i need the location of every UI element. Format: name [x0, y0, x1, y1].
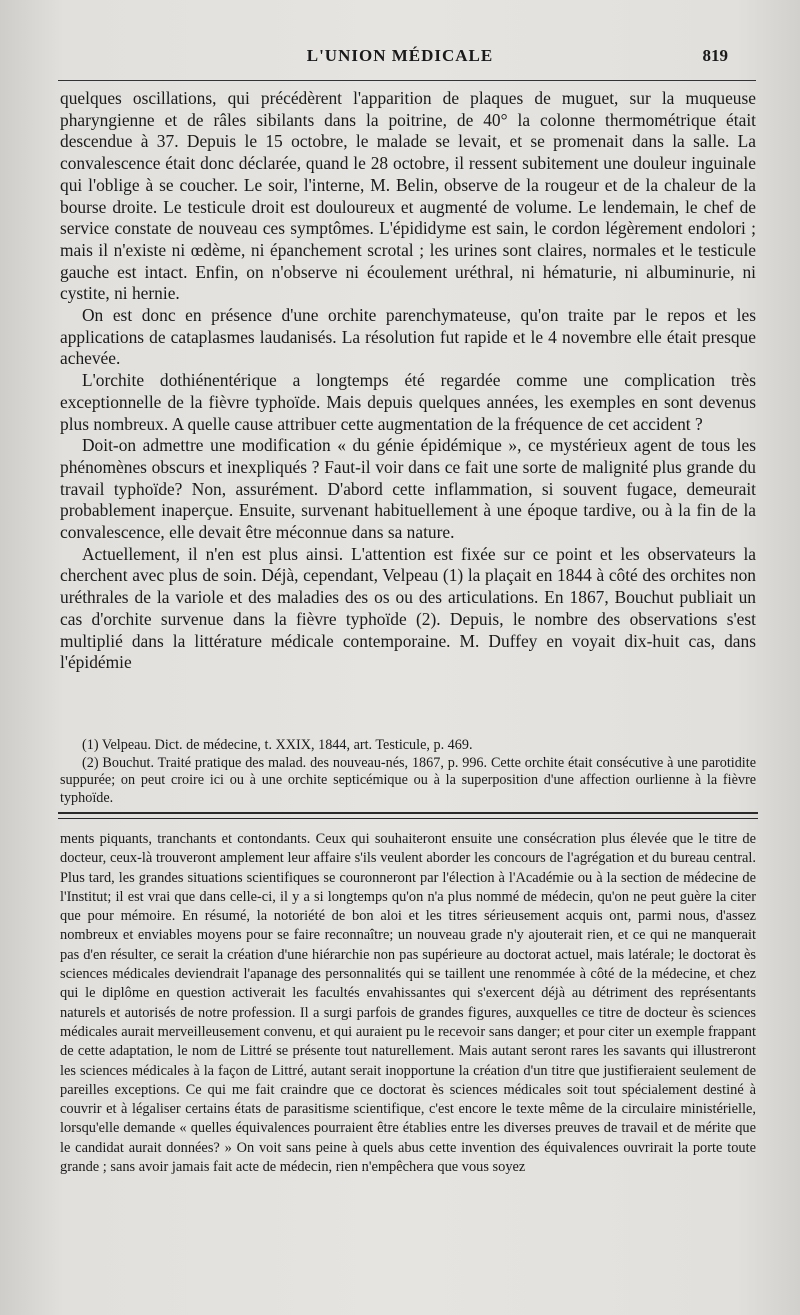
feuilleton-separator	[58, 812, 758, 819]
feuilleton-paragraph: ments piquants, tranchants et contondants. Ceux qui souhaiteront ensuite une consécration plus élevée que le titre de docteur, ceux-là trouveront amplement leur affaire s'ils veulent aborder les concours de l'agrégation et du bureau central. Plus tard, les grandes situations scientifiques se couronneront par l'élection à l'Académie ou à la section de médecine de l'Institut; il est vrai que dans celle-ci, il y a si longtemps qu'on n'a plus nommé de médecin, qu'on ne peut guère la citer que pour mémoire. En résumé, la notoriété de bon aloi et les titres sérieusement acquis ont, parmi nous, d'assez nombreux et enviables moyens pour se faire reconnaître; un nouveau grade n'y ajouterait rien, et ce qui ne manquerait pas d'en résulter, ce serait la création d'une hiérarchie non pas supérieure au doctorat actuel, mais latérale; le doctorat ès sciences médicales deviendrait l'apanage des personnalités qui se taillent une renommée à côté de la médecine, et chez qui le diplôme en question activerait les facultés envahissantes qui s'exercent déjà au détriment des représentants naturels et autorisés de notre profession. Il a surgi parfois de grandes figures, auxquelles ce titre de docteur ès sciences médicales aurait merveilleusement convenu, et qui auraient pu le recevoir sans danger; et pour citer un exemple frappant de cette adaptation, le nom de Littré se présente tout naturellement. Mais autant seront rares les savants qui illustreront les sciences médicales à la façon de Littré, autant serait inopportune la création d'un titre que justifieraient seulement de pareilles exceptions. Ce qui me fait craindre que ce doctorat ès sciences médicales soit tout spécialement destiné à couvrir et à légaliser certains états de parasitisme scientifique, c'est encore le texte même de la circulaire ministérielle, lorsqu'elle demande « quelles équivalences pourraient être établies entre les diverses preuves de travail et de mérite que le candidat aurait données? » On voit sans peine à quels abus cette invention des équivalences ouvrirait la porte toute grande ; sans avoir jamais fait acte de médecin, rien n'empêchera que vous soyez	[60, 831, 756, 1176]
paragraph: On est donc en présence d'une orchite parenchymateuse, qu'on traite par le repos et les applications de cataplasmes laudanisés. La résolution fut rapide et le 4 novembre elle était presque achevée.	[60, 305, 756, 369]
main-text	[60, 88, 756, 674]
footnote: (1) Velpeau. Dict. de médecine, t. XXIX, 1844, art. Testicule, p. 469.	[82, 737, 473, 753]
header-rule	[58, 80, 756, 81]
footnote: (2) Bouchut. Traité pratique des malad. des nouveau-nés, 1867, p. 996. Cette orchite était consécutive à une parotidite suppurée; on peut croire ici ou à une orchite septicémique ou à la superposition d'une affection ourlienne à la fièvre typhoïde.	[60, 754, 756, 806]
running-title: L'UNION MÉDICALE	[306, 46, 494, 65]
paragraph: Doit-on admettre une modification « du génie épidémique », ce mystérieux agent de tous les phénomènes obscurs et inexpliqués ? Faut-il voir dans ce fait une sorte de malignité plus grande du travail typhoïde? Non, assurément. D'abord cette inflammation, si souvent fugace, demeurait probablement inaperçue. Ensuite, survenant habituellement à une époque tardive, ou à la fin de la convalescence, elle devait être méconnue dans sa nature.	[60, 435, 756, 543]
running-head	[60, 46, 740, 72]
page-number: 819	[702, 46, 728, 65]
paragraph: L'orchite dothiénentérique a longtemps été regardée comme une complication très exceptionnelle de la fièvre typhoïde. Mais depuis quelques années, les exemples en sont devenus plus nombreux. A quelle cause attribuer cette augmentation de la fréquence de cet accident ?	[60, 370, 756, 434]
paragraph: quelques oscillations, qui précédèrent l'apparition de plaques de muguet, sur la muqueuse pharyngienne et de râles sibilants dans la poitrine, de 40° la colonne thermométrique était descendue à 37. Depuis le 15 octobre, le malade se levait, et se promenait dans la salle. La convalescence était donc déclarée, quand le 28 octobre, il ressent subitement une douleur inguinale qui l'oblige à se coucher. Le soir, l'interne, M. Belin, observe de la rougeur et de la chaleur de la bourse droite. Le testicule droit est douloureux et augmenté de volume. Le lendemain, le chef de service constate de nouveau ces symptômes. L'épididyme est sain, le cordon légèrement endolori ; mais il n'existe ni œdème, ni épanchement scrotal ; les urines sont claires, normales et le testicule gauche est intact. Enfin, on n'observe ni écoulement uréthral, ni hématurie, ni albuminurie, ni cystite, ni hernie.	[60, 88, 756, 304]
paragraph: Actuellement, il n'en est plus ainsi. L'attention est fixée sur ce point et les observateurs la cherchent avec plus de soin. Déjà, cependant, Velpeau (1) la plaçait en 1844 à côté des orchites non uréthrales de la variole et des maladies des os ou des articulations. En 1867, Bouchut publiait un cas d'orchite survenue dans la fièvre typhoïde (2). Depuis, le nombre des observations s'est multiplié dans la littérature médicale contemporaine. M. Duffey en voyait dix-huit cas, dans l'épidémie	[60, 543, 756, 673]
feuilleton-text	[60, 830, 756, 1177]
footnotes	[60, 737, 756, 807]
